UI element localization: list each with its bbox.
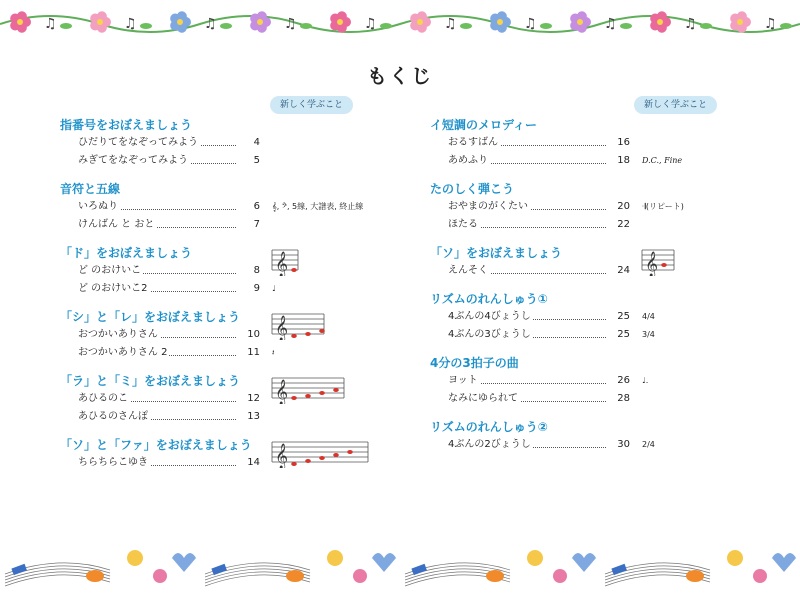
entry-label: あめふり bbox=[448, 155, 488, 166]
toc-entry[interactable] bbox=[60, 326, 400, 344]
entry-label: えんそく bbox=[448, 265, 488, 276]
section-title: 4分の3拍子の曲 bbox=[430, 356, 519, 370]
section-title: 「ソ」と「ファ」をおぼえましょう bbox=[60, 438, 252, 452]
toc-entry[interactable] bbox=[60, 344, 400, 362]
new-learning-note: 3/4 bbox=[642, 330, 655, 339]
entry-label: みぎてをなぞってみよう bbox=[78, 155, 188, 166]
section-title: 音符と五線 bbox=[60, 182, 121, 196]
new-learning-badge-left: 新しく学ぶこと bbox=[270, 96, 353, 114]
section-title: 指番号をおぼえましょう bbox=[60, 118, 193, 132]
page-number: 10 bbox=[236, 326, 260, 344]
entry-label: ひだりてをなぞってみよう bbox=[78, 137, 198, 148]
page-number: 30 bbox=[606, 436, 630, 454]
svg-text:♫: ♫ bbox=[284, 16, 297, 32]
new-learning-note: 2/4 bbox=[642, 440, 655, 449]
page-number: 4 bbox=[236, 134, 260, 152]
page-number: 14 bbox=[236, 454, 260, 472]
toc-left-column bbox=[60, 116, 400, 482]
entry-label: おつかいありさん 2 bbox=[78, 347, 168, 358]
toc-section bbox=[60, 308, 400, 362]
svg-text:𝄞: 𝄞 bbox=[275, 380, 289, 404]
staff-la-mi bbox=[270, 374, 346, 404]
toc-entry[interactable] bbox=[430, 390, 770, 408]
top-floral-border bbox=[0, 0, 800, 44]
toc-section bbox=[430, 116, 770, 170]
entry-label: ほたる bbox=[448, 219, 478, 230]
svg-text:♫: ♫ bbox=[604, 16, 617, 32]
section-title: 「シ」と「レ」をおぼえましょう bbox=[60, 310, 241, 324]
new-learning-note: D.C., Fine bbox=[642, 156, 683, 165]
toc-section bbox=[430, 418, 770, 454]
section-title: 「ソ」をおぼえましょう bbox=[430, 246, 563, 260]
new-learning-badge-right: 新しく学ぶこと bbox=[634, 96, 717, 114]
page-number: 8 bbox=[236, 262, 260, 280]
staff-so bbox=[640, 246, 676, 276]
entry-label: ヨット bbox=[448, 375, 478, 386]
svg-text:♫: ♫ bbox=[684, 16, 697, 32]
svg-text:♫: ♫ bbox=[444, 16, 457, 32]
section-title: 「ラ」と「ミ」をおぼえましょう bbox=[60, 374, 241, 388]
page-number: 26 bbox=[606, 372, 630, 390]
page-number: 6 bbox=[236, 198, 260, 216]
page-number: 12 bbox=[236, 390, 260, 408]
bottom-music-border bbox=[0, 536, 800, 600]
toc-entry[interactable] bbox=[60, 152, 400, 170]
svg-text:𝄞: 𝄞 bbox=[645, 252, 659, 276]
toc-entry[interactable] bbox=[430, 308, 770, 326]
entry-label: なみにゆられて bbox=[448, 393, 518, 404]
svg-text:𝄞: 𝄞 bbox=[275, 316, 289, 340]
svg-text:♫: ♫ bbox=[364, 16, 377, 32]
new-learning-note: 𝄞, 𝄢, 5線, 大譜表, 終止線 bbox=[272, 202, 364, 211]
entry-label: ちらちらこゆき bbox=[78, 457, 148, 468]
page-number: 20 bbox=[606, 198, 630, 216]
entry-label: 4ぶんの2びょうし bbox=[448, 439, 531, 450]
svg-text:♫: ♫ bbox=[124, 16, 137, 32]
section-title: 「ド」をおぼえましょう bbox=[60, 246, 193, 260]
staff-si-re bbox=[270, 310, 326, 340]
toc-entry[interactable] bbox=[60, 198, 400, 216]
toc-entry[interactable] bbox=[430, 152, 770, 170]
toc-entry[interactable] bbox=[430, 436, 770, 454]
page-number: 13 bbox=[236, 408, 260, 426]
page-number: 25 bbox=[606, 308, 630, 326]
toc-entry[interactable] bbox=[60, 390, 400, 408]
new-learning-note: ♩. bbox=[642, 376, 649, 385]
toc-section bbox=[430, 244, 770, 280]
section-title: リズムのれんしゅう② bbox=[430, 420, 548, 434]
new-learning-note: 𝄇(リピート) bbox=[642, 202, 684, 211]
toc-entry[interactable] bbox=[60, 280, 400, 298]
entry-label: おるすばん bbox=[448, 137, 498, 148]
entry-label: 4ぶんの4びょうし bbox=[448, 311, 531, 322]
new-learning-note: ♩ bbox=[272, 284, 276, 293]
toc-entry[interactable] bbox=[430, 198, 770, 216]
toc-section bbox=[60, 436, 400, 472]
entry-label: ど のおけいこ2 bbox=[78, 283, 148, 294]
toc-section bbox=[60, 244, 400, 298]
entry-label: おやまのがくたい bbox=[448, 201, 528, 212]
page-number: 22 bbox=[606, 216, 630, 234]
svg-text:𝄞: 𝄞 bbox=[275, 252, 289, 276]
toc-section bbox=[430, 354, 770, 408]
page-number: 11 bbox=[236, 344, 260, 362]
toc-section bbox=[60, 116, 400, 170]
page-number: 28 bbox=[606, 390, 630, 408]
svg-text:♫: ♫ bbox=[204, 16, 217, 32]
toc-right-column bbox=[430, 116, 770, 464]
svg-text:♫: ♫ bbox=[524, 16, 537, 32]
page-number: 16 bbox=[606, 134, 630, 152]
page-number: 9 bbox=[236, 280, 260, 298]
svg-text:♫: ♫ bbox=[44, 16, 57, 32]
section-title: イ短調のメロディー bbox=[430, 118, 538, 132]
entry-label: あひるのこ bbox=[78, 393, 128, 404]
section-title: リズムのれんしゅう① bbox=[430, 292, 548, 306]
toc-section bbox=[60, 180, 400, 234]
page-number: 7 bbox=[236, 216, 260, 234]
toc-section bbox=[60, 372, 400, 426]
toc-entry[interactable] bbox=[430, 262, 770, 280]
toc-entry[interactable] bbox=[60, 262, 400, 280]
entry-label: ど のおけいこ bbox=[78, 265, 142, 276]
page-number: 24 bbox=[606, 262, 630, 280]
toc-entry[interactable] bbox=[430, 372, 770, 390]
toc-entry[interactable] bbox=[430, 134, 770, 152]
entry-label: けんばん と おと bbox=[78, 219, 155, 230]
new-learning-note: 𝄽 bbox=[272, 348, 275, 357]
entry-label: あひるのさんぽ bbox=[78, 411, 148, 422]
page-number: 25 bbox=[606, 326, 630, 344]
new-learning-note: 4/4 bbox=[642, 312, 655, 321]
page-number: 18 bbox=[606, 152, 630, 170]
entry-label: おつかいありさん bbox=[78, 329, 158, 340]
entry-label: いろぬり bbox=[78, 201, 118, 212]
toc-entry[interactable] bbox=[60, 216, 400, 234]
toc-entry[interactable] bbox=[430, 326, 770, 344]
section-title: たのしく弾こう bbox=[430, 182, 515, 196]
toc-section bbox=[430, 290, 770, 344]
toc-entry[interactable] bbox=[60, 134, 400, 152]
page-number: 5 bbox=[236, 152, 260, 170]
staff-so-fa bbox=[270, 438, 370, 468]
toc-section bbox=[430, 180, 770, 234]
svg-text:𝄞: 𝄞 bbox=[275, 444, 289, 468]
staff-do bbox=[270, 246, 300, 276]
svg-text:♫: ♫ bbox=[764, 16, 777, 32]
toc-entry[interactable] bbox=[430, 216, 770, 234]
toc-entry[interactable] bbox=[60, 408, 400, 426]
page-title: もくじ bbox=[367, 64, 433, 88]
entry-label: 4ぶんの3びょうし bbox=[448, 329, 531, 340]
